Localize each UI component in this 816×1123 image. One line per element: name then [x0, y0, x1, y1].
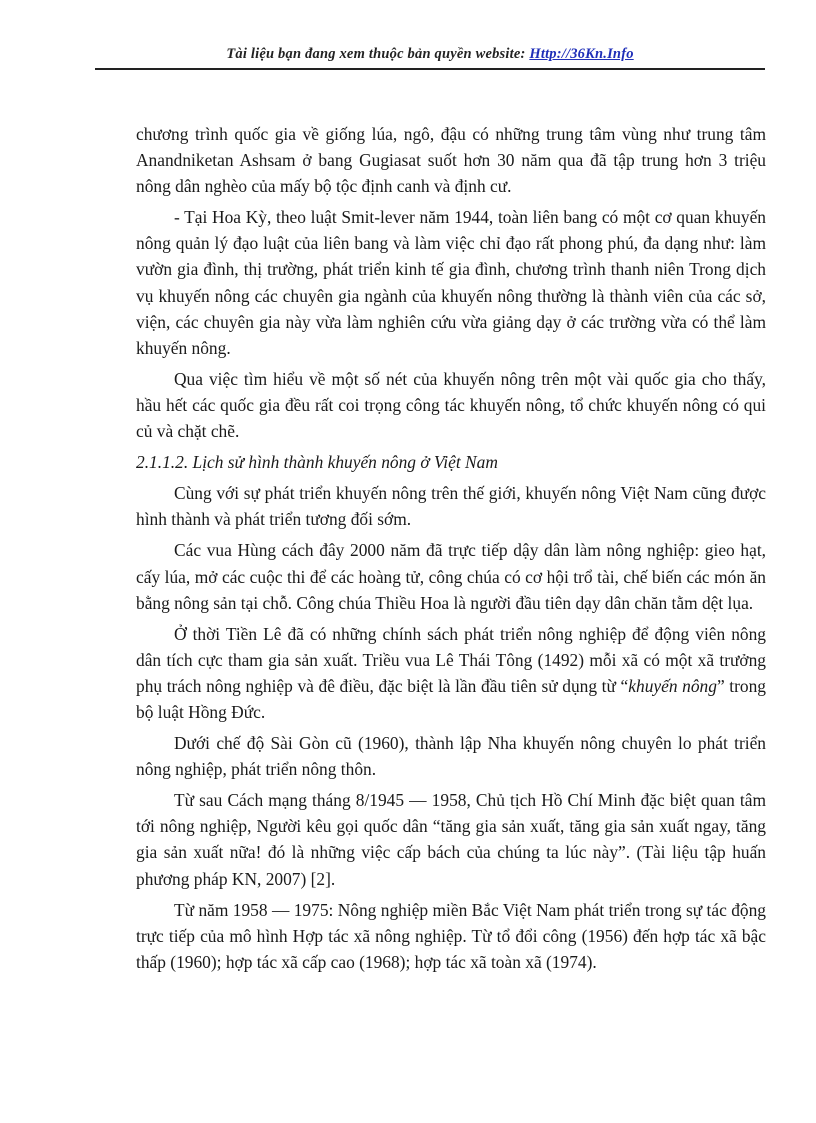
header-divider: [95, 68, 765, 70]
paragraph-7: Dưới chế độ Sài Gòn cũ (1960), thành lập Nha khuyến nông chuyên lo phát triển nông nghiệp, phát triển nông thôn.: [136, 733, 766, 780]
paragraph-6: [136, 621, 766, 725]
header-link[interactable]: Http://36Kn.Info: [529, 46, 634, 62]
paragraph-5: Các vua Hùng cách đây 2000 năm đã trực tiếp dậy dân làm nông nghiệp: gieo hạt, cấy lúa, mở các cuộc thi để các hoàng tử, công chúa có cơ hội trổ tài, chế biến các món ăn bằng nông sản tại chỗ. Công chúa Thiều Hoa là người đầu tiên dạy dân chăn tằm dệt lụa.: [136, 540, 766, 613]
paragraph-1: chương trình quốc gia về giống lúa, ngô, đậu có những trung tâm vùng như trung tâm Anandniketan Ashsam ở bang Gugiasat suốt hơn 30 năm qua đã tập trung hơn 3 triệu nông dân nghèo của mấy bộ tộc định canh và định cư.: [136, 124, 766, 197]
paragraph-4: Cùng với sự phát triển khuyến nông trên thế giới, khuyến nông Việt Nam cũng được hình thành và phát triển tương đối sớm.: [136, 483, 766, 530]
paragraph-6-start: Ở thời Tiền Lê đã có những chính sách phát triển nông nghiệp để động viên nông dân tích cực tham gia sản xuất. Triều vua Lê Thái Tông (1492) mỗi xã có một xã trưởng phụ trách nông nghiệp và đê điều, đặc biệt là lần đầu tiên sử dụng từ “: [136, 623, 766, 696]
section-heading: 2.1.1.2. Lịch sử hình thành khuyến nông ở Việt Nam: [136, 452, 498, 473]
paragraph-6-term: khuyến nông: [628, 675, 717, 696]
paragraph-9: Từ năm 1958 — 1975: Nông nghiệp miền Bắc Việt Nam phát triển trong sự tác động trực tiếp của mô hình Hợp tác xã nông nghiệp. Từ tổ đổi công (1956) đến hợp tác xã bậc thấp (1960); hợp tác xã cấp cao (1968); hợp tác xã toàn xã (1974).: [136, 899, 766, 972]
paragraph-2: - Tại Hoa Kỳ, theo luật Smit-lever năm 1944, toàn liên bang có một cơ quan khuyến nông quản lý đạo luật của liên bang và làm việc chỉ đạo rất phong phú, đa dạng như: làm vườn gia đình, thị trường, phát triển kinh tế gia đình, chương trình thanh niên Trong dịch vụ khuyến nông các chuyên gia ngành của khuyến nông thường là thành viên của các sở, viện, các chuyên gia này vừa làm nghiên cứu vừa giảng dạy ở các trường vừa có thể làm khuyến nông.: [136, 207, 766, 358]
paragraph-3: Qua việc tìm hiểu về một số nét của khuyến nông trên một vài quốc gia cho thấy, hầu hết các quốc gia đều rất coi trọng công tác khuyến nông, tổ chức khuyến nông có qui củ và chặt chẽ.: [136, 368, 766, 442]
document-body: [136, 121, 766, 980]
page-header: [95, 46, 765, 63]
paragraph-6-end: ” trong bộ luật Hồng Đức.: [136, 675, 766, 722]
header-text: Tài liệu bạn đang xem thuộc bản quyền website:: [226, 46, 530, 62]
paragraph-8: Từ sau Cách mạng tháng 8/1945 — 1958, Chủ tịch Hồ Chí Minh đặc biệt quan tâm tới nông nghiệp, Người kêu gọi quốc dân “tăng gia sản xuất, tăng gia sản xuất ngay, tăng gia sản xuất nữa! đó là những việc cấp bách của chúng ta lúc này”. (Tài liệu tập huấn phương pháp KN, 2007) [2].: [136, 790, 766, 889]
